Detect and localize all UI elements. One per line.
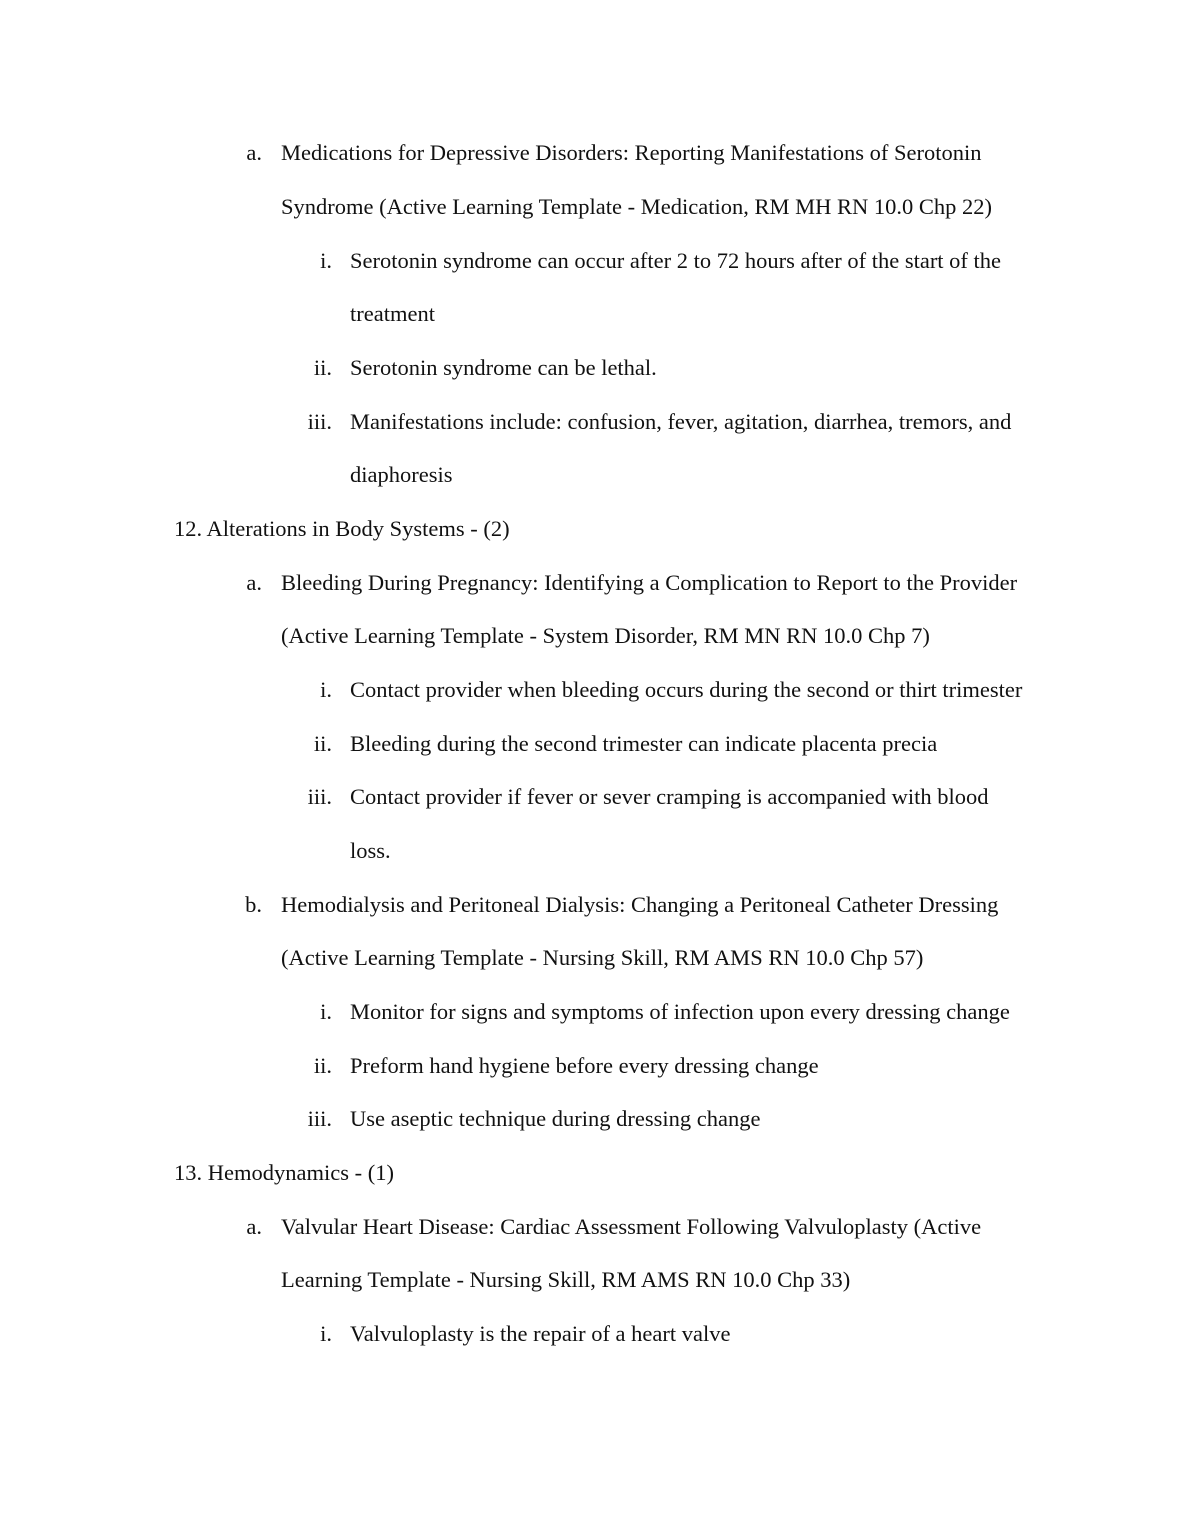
item-title-line-1: Hemodialysis and Peritoneal Dialysis: Changing a Peritoneal Catheter Dressing [281, 892, 999, 917]
list-marker: iii. [307, 784, 332, 809]
list-marker: b. [245, 892, 262, 917]
subitem-text: Preform hand hygiene before every dressing change [350, 1053, 819, 1078]
subitem-text: Contact provider if fever or sever cramping is accompanied with blood [350, 784, 989, 809]
item-title-line-2: (Active Learning Template - System Disorder, RM MN RN 10.0 Chp 7) [281, 623, 930, 648]
list-marker: a. [246, 140, 262, 165]
subitem-text: Monitor for signs and symptoms of infection upon every dressing change [350, 999, 1010, 1024]
subitem-text-continued: loss. [350, 838, 391, 863]
subitem-text-continued: treatment [350, 301, 435, 326]
subitem-text: Serotonin syndrome can occur after 2 to 72 hours after of the start of the [350, 248, 1002, 273]
list-marker: i. [320, 248, 332, 273]
list-marker: iii. [307, 1106, 332, 1131]
subitem-text: Manifestations include: confusion, fever, agitation, diarrhea, tremors, and [350, 409, 1012, 434]
subitem-text: Use aseptic technique during dressing change [350, 1106, 761, 1131]
list-marker: ii. [313, 1053, 332, 1078]
item-title-line-1: Bleeding During Pregnancy: Identifying a Complication to Report to the Provider [281, 570, 1018, 595]
subitem-text: Bleeding during the second trimester can indicate placenta precia [350, 731, 938, 756]
list-marker: ii. [313, 731, 332, 756]
section-heading-13: 13. Hemodynamics - (1) [174, 1160, 394, 1185]
list-marker: iii. [307, 409, 332, 434]
item-title-line-1: Valvular Heart Disease: Cardiac Assessment Following Valvuloplasty (Active [281, 1214, 982, 1239]
list-marker: ii. [313, 355, 332, 380]
list-marker: i. [320, 677, 332, 702]
item-title-line-2: (Active Learning Template - Nursing Skill, RM AMS RN 10.0 Chp 57) [281, 945, 924, 970]
list-marker: a. [246, 570, 262, 595]
subitem-text: Contact provider when bleeding occurs during the second or thirt trimester [350, 677, 1023, 702]
list-marker: i. [320, 1321, 332, 1346]
list-marker: i. [320, 999, 332, 1024]
subitem-text: Valvuloplasty is the repair of a heart valve [350, 1321, 731, 1346]
subitem-text-continued: diaphoresis [350, 462, 453, 487]
section-heading-12: 12. Alterations in Body Systems - (2) [174, 516, 510, 541]
item-title-line-1: Medications for Depressive Disorders: Reporting Manifestations of Serotonin [281, 140, 982, 165]
subitem-text: Serotonin syndrome can be lethal. [350, 355, 657, 380]
item-title-line-2: Syndrome (Active Learning Template - Medication, RM MH RN 10.0 Chp 22) [281, 194, 993, 219]
list-marker: a. [246, 1214, 262, 1239]
item-title-line-2: Learning Template - Nursing Skill, RM AMS RN 10.0 Chp 33) [281, 1267, 851, 1292]
